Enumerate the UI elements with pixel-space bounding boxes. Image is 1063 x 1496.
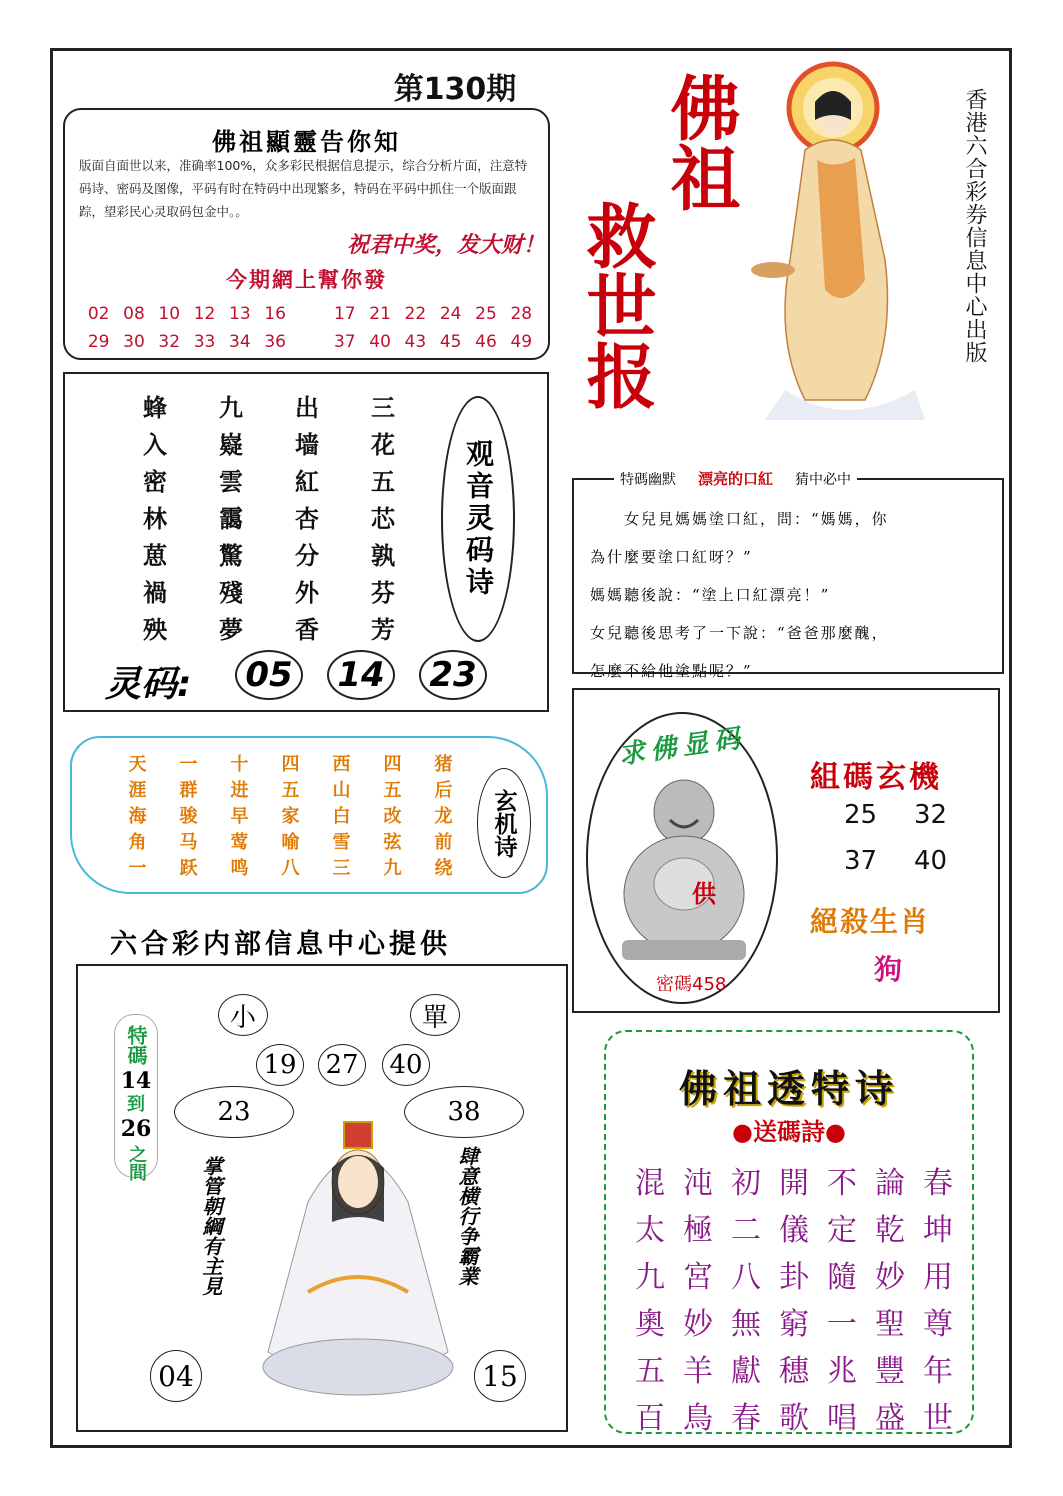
poem-char: 用	[923, 1260, 953, 1295]
poem-char: 进	[230, 780, 249, 801]
poem-char: 妙	[683, 1307, 713, 1342]
notice-box	[63, 108, 550, 360]
poem-char: 坤	[923, 1213, 953, 1248]
poem-char: 五	[281, 780, 300, 801]
tema-end: 26	[120, 1116, 152, 1142]
guanyin-char-grid	[117, 388, 421, 647]
code-poem-box	[604, 1030, 974, 1434]
issue-number: 第130期	[393, 72, 517, 107]
poem-char: 九	[383, 858, 402, 879]
poem-char: 歌	[779, 1401, 809, 1436]
poem-char: 世	[923, 1401, 953, 1436]
right-number: 38	[404, 1086, 524, 1138]
xuanji-title: 玄机诗	[490, 788, 518, 858]
poem-char: 墙	[295, 430, 319, 459]
poem-char: 杏	[295, 504, 319, 533]
masthead-line1: 佛祖	[659, 72, 742, 212]
xuanji-char-grid	[112, 750, 469, 880]
joke-box	[572, 470, 1004, 680]
poem-char: 西	[332, 754, 351, 775]
poem-char: 三	[332, 858, 351, 879]
poem-char: 初	[731, 1166, 761, 1201]
poem-char: 角	[128, 832, 147, 853]
poem-char: 驚	[219, 541, 243, 570]
poem-char: 紅	[295, 467, 319, 496]
masthead-line2: 救世报	[575, 200, 658, 410]
poem-char: 穗	[779, 1354, 809, 1389]
xuanji-scroll	[70, 736, 548, 894]
number: 08	[123, 304, 145, 324]
poem-char: 密	[143, 467, 167, 496]
poem-char: 靄	[219, 504, 243, 533]
buddha-box	[572, 688, 1000, 1013]
poem-char: 聖	[875, 1307, 905, 1342]
poem-char: 海	[128, 806, 147, 827]
joke-line: 女兒見媽媽塗口紅，問：“媽媽，你	[590, 510, 889, 528]
bottom-right-number: 15	[474, 1350, 526, 1402]
poem-char: 禍	[143, 578, 167, 607]
buddha-oval	[586, 712, 778, 1004]
poem-char: 雪	[332, 832, 351, 853]
number: 12	[193, 304, 216, 324]
offer-label: 供	[692, 880, 716, 908]
group-number: 32	[914, 800, 948, 830]
poem-char: 不	[827, 1166, 857, 1201]
poem-char: 定	[827, 1213, 857, 1248]
poem-char: 二	[731, 1213, 761, 1248]
small-badge: 小	[218, 994, 268, 1036]
joke-text	[590, 500, 998, 690]
poem-char: 分	[295, 541, 319, 570]
notice-title: 佛祖顯靈告你知	[212, 127, 401, 156]
poem-char: 山	[332, 780, 351, 801]
poem-char: 百	[635, 1401, 665, 1436]
guanyin-standing-image	[745, 60, 945, 430]
poem-char: 乾	[875, 1213, 905, 1248]
top-number: 40	[382, 1044, 430, 1086]
poem-char: 芯	[371, 504, 395, 533]
poem-char: 奧	[635, 1307, 665, 1342]
poem-char: 窮	[779, 1307, 809, 1342]
poem-char: 八	[731, 1260, 761, 1295]
poem-char: 無	[731, 1307, 761, 1342]
poem-char: 十	[230, 754, 249, 775]
poem-char: 春	[923, 1166, 953, 1201]
poem-char: 香	[295, 615, 319, 644]
guanyin-title-oval	[441, 396, 515, 642]
special-poem-right: 肆意横行争霸業	[455, 1146, 479, 1286]
poem-char: 出	[295, 393, 319, 422]
poem-char: 涯	[128, 780, 147, 801]
number: 32	[158, 332, 181, 352]
number: 21	[369, 304, 391, 324]
poem-char: 外	[295, 578, 319, 607]
poem-char: 鸣	[230, 858, 249, 879]
poem-char: 葸	[143, 541, 167, 570]
poem-char: 五	[383, 780, 402, 801]
number: 17	[333, 304, 356, 324]
poem-char: 白	[332, 806, 351, 827]
tema-between: 之間	[126, 1145, 147, 1181]
tema-label: 特碼	[124, 1025, 148, 1065]
poem-char: 太	[635, 1213, 665, 1248]
poem-char: 四	[383, 754, 402, 775]
xuanji-title-oval	[477, 768, 531, 878]
poem-char: 豐	[875, 1354, 905, 1389]
poem-char: 盛	[875, 1401, 905, 1436]
number: 16	[264, 304, 286, 324]
tema-to: 到	[127, 1094, 145, 1115]
number: 37	[333, 332, 356, 352]
poem-char: 殃	[143, 615, 167, 644]
poem-char: 蜂	[143, 393, 167, 422]
poem-char: 九	[219, 393, 243, 422]
poem-char: 唱	[827, 1401, 857, 1436]
special-code-box	[76, 964, 568, 1432]
poem-char: 春	[731, 1401, 761, 1436]
poem-char: 花	[371, 430, 395, 459]
poem-char: 獻	[731, 1354, 761, 1389]
poem-char: 群	[179, 780, 198, 801]
poem-char: 宮	[683, 1260, 713, 1295]
poem-char: 八	[281, 858, 300, 879]
poem-title: 佛祖透特诗	[678, 1066, 899, 1111]
poem-char: 沌	[683, 1166, 713, 1201]
number: 22	[404, 304, 427, 324]
poem-char: 四	[281, 754, 300, 775]
group-number: 40	[914, 846, 948, 876]
notice-wish: 祝君中奖，发大财！	[346, 233, 545, 258]
guanyin-seated-image	[248, 1102, 468, 1402]
number: 34	[229, 332, 251, 352]
poem-char: 鳥	[683, 1401, 713, 1436]
poem-char-grid	[626, 1158, 962, 1440]
poem-char: 家	[281, 806, 300, 827]
lingma-label: 灵码:	[105, 664, 192, 705]
group-number: 25	[844, 800, 878, 830]
poem-char: 后	[434, 780, 453, 801]
number: 33	[193, 332, 216, 352]
number: 29	[87, 332, 110, 352]
poem-char: 混	[635, 1166, 665, 1201]
special-range	[114, 1014, 158, 1181]
single-badge: 單	[410, 994, 460, 1036]
poem-char: 莺	[230, 832, 249, 853]
poem-char: 兆	[827, 1354, 857, 1389]
poem-char: 马	[179, 832, 198, 853]
poem-char: 早	[230, 806, 249, 827]
poem-char: 夢	[219, 615, 243, 644]
poem-char: 尊	[923, 1307, 953, 1342]
special-poem-left: 掌管朝綱有主見	[199, 1156, 223, 1296]
lingma-code: 05	[235, 650, 303, 700]
publisher-text: 香港六合彩券信息中心出版	[962, 88, 987, 364]
group-title: 組碼玄機	[810, 760, 942, 795]
poem-char: 芬	[371, 578, 395, 607]
poem-char: 一	[827, 1307, 857, 1342]
poem-char: 前	[434, 832, 453, 853]
joke-line: 媽媽聽後說：“塗上口紅漂亮！”	[590, 586, 831, 604]
kill-zodiac: 狗	[874, 953, 903, 986]
poem-char: 雲	[219, 467, 243, 496]
poem-char: 五	[371, 467, 395, 496]
notice-subtitle: 今期網上幫你發	[226, 268, 387, 292]
joke-line: 女兒聽後思考了一下說：“爸爸那麼醜，	[590, 624, 889, 642]
joke-line: 怎麼不給他塗點呢？”	[590, 662, 753, 680]
number: 36	[264, 332, 286, 352]
poem-char: 九	[635, 1260, 665, 1295]
lingma-code: 23	[419, 650, 487, 700]
number: 30	[123, 332, 145, 352]
poem-char: 芳	[371, 615, 395, 644]
poem-char: 绕	[434, 858, 453, 879]
poem-char: 一	[128, 858, 147, 879]
poem-char: 喻	[281, 832, 300, 853]
number: 43	[404, 332, 427, 352]
poem-char: 論	[875, 1166, 905, 1201]
poem-char: 三	[371, 393, 395, 422]
joke-line: 為什麼要塗口紅呀？”	[590, 548, 753, 566]
poem-char: 五	[635, 1354, 665, 1389]
kill-title: 絕殺生肖	[810, 905, 931, 938]
notice-body: 版面自面世以来，准确率100%，众多彩民根据信息提示，综合分析片面，注意特码诗、密码及图像，平码有时在特码中出现繁多，特码在平码中抓住一个版面跟踪，望彩民心灵取码包金中。。	[79, 158, 528, 219]
number: 25	[475, 304, 497, 324]
poem-char: 殘	[219, 578, 243, 607]
poem-char: 孰	[371, 541, 395, 570]
group-number: 37	[844, 846, 878, 876]
number: 24	[439, 304, 462, 324]
number: 46	[475, 332, 497, 352]
number: 13	[229, 304, 251, 324]
poem-char: 天	[128, 754, 147, 775]
poem-char: 改	[383, 806, 402, 827]
poem-char: 羊	[683, 1354, 713, 1389]
number: 28	[510, 304, 533, 324]
left-number: 23	[174, 1086, 294, 1138]
poem-char: 開	[779, 1166, 809, 1201]
buddha-title: 求佛显码	[616, 723, 748, 771]
number: 40	[369, 332, 391, 352]
poem-char: 卦	[779, 1260, 809, 1295]
number: 10	[158, 304, 181, 324]
poem-char: 林	[143, 504, 167, 533]
lingma-code: 14	[327, 650, 395, 700]
joke-title: 漂亮的口紅	[698, 470, 774, 488]
poem-char: 骏	[179, 806, 198, 827]
joke-head-right: 猜中必中	[795, 471, 852, 488]
bottom-left-number: 04	[150, 1350, 202, 1402]
secret-code: 密碼458	[656, 974, 727, 995]
number-row-2	[81, 332, 539, 352]
guanyin-title: 观音灵码诗	[462, 439, 495, 599]
poem-char: 嶷	[219, 430, 243, 459]
poem-char: 隨	[827, 1260, 857, 1295]
poem-char: 儀	[779, 1213, 809, 1248]
joke-head-left: 特碼幽默	[620, 471, 676, 488]
poem-subtitle: ●送碼詩●	[732, 1117, 846, 1146]
poem-char: 猪	[434, 754, 453, 775]
number: 45	[439, 332, 462, 352]
poem-char: 妙	[875, 1260, 905, 1295]
poem-char: 年	[923, 1354, 953, 1389]
poem-char: 龙	[434, 806, 453, 827]
number: 49	[510, 332, 533, 352]
provider-text: 六合彩内部信息中心提供	[110, 929, 451, 960]
number: 02	[87, 304, 110, 324]
joke-header	[614, 468, 857, 489]
top-number: 27	[318, 1044, 366, 1086]
guanyin-poem-box	[63, 372, 549, 712]
number-row-1	[81, 304, 539, 324]
poem-char: 弦	[383, 832, 402, 853]
poem-char: 極	[683, 1213, 713, 1248]
tema-from: 14	[120, 1068, 152, 1094]
top-number: 19	[256, 1044, 304, 1086]
poem-char: 一	[179, 754, 198, 775]
poem-char: 入	[143, 430, 167, 459]
poem-char: 跃	[179, 858, 198, 879]
laughing-buddha-image	[612, 764, 756, 964]
